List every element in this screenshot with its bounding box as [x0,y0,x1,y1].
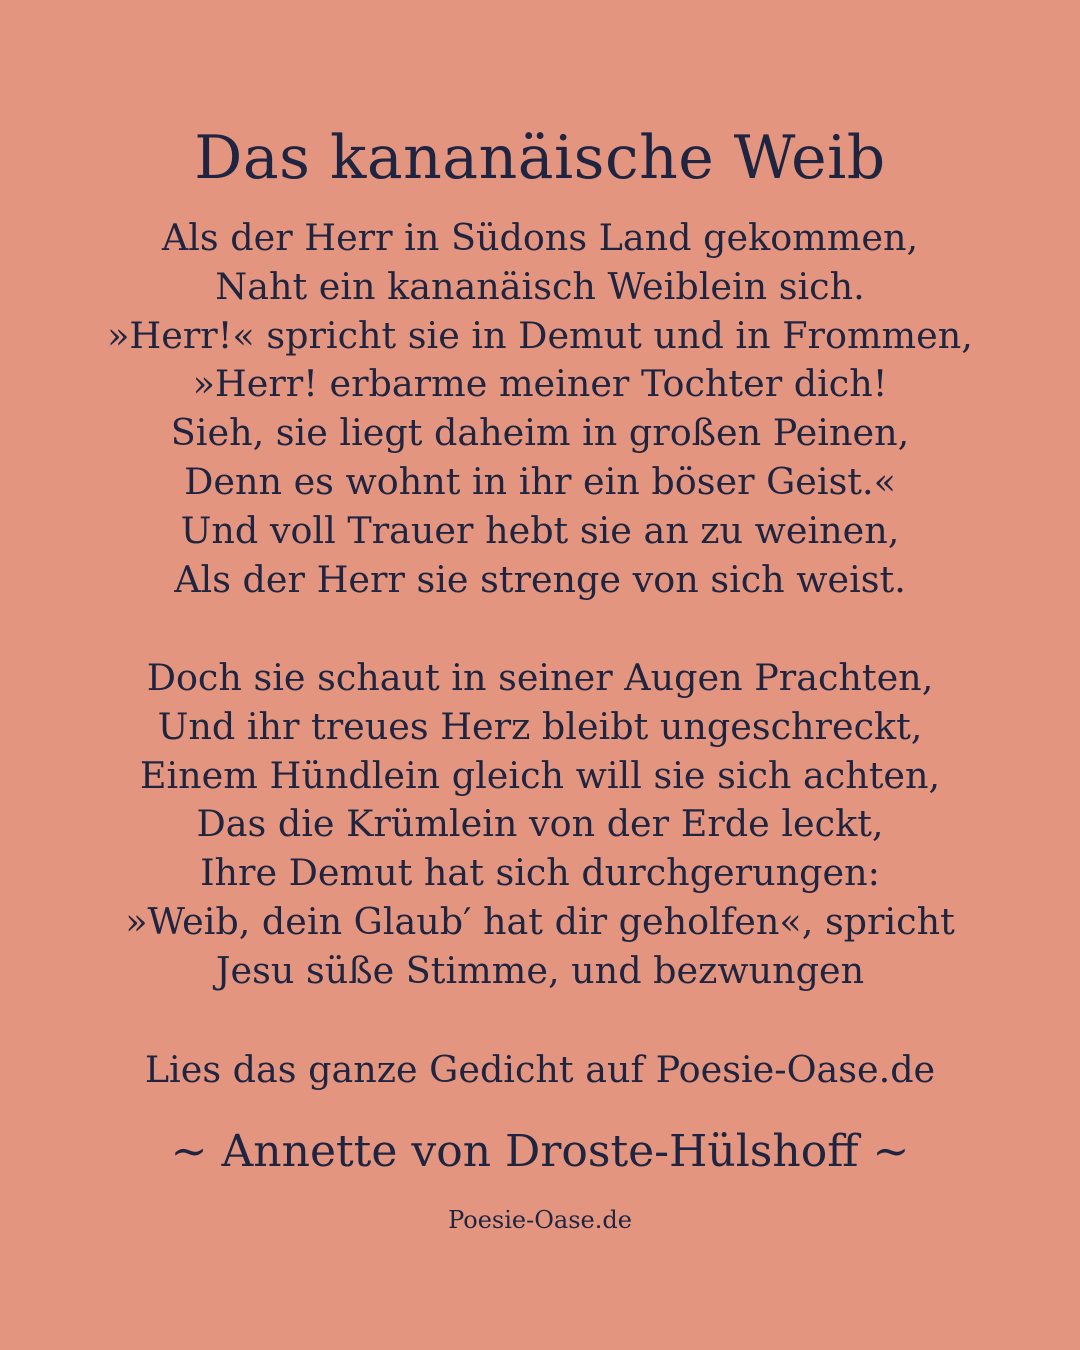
author-name: ~ Annette von Droste-Hülshoff ~ [170,1126,910,1177]
poem-line: »Herr!« spricht sie in Demut und in Frommen, [107,313,973,357]
poem-line: Und ihr treues Herz bleibt ungeschreckt, [157,704,923,748]
poem-line: Einem Hündlein gleich will sie sich achten, [139,753,941,797]
poem-line: »Weib, dein Glaub′ hat dir geholfen«, spricht [125,899,955,943]
poem-line: Sieh, sie liegt daheim in großen Peinen, [170,411,910,455]
poem-line: Jesu süße Stimme, und bezwungen [215,948,865,992]
poem-line: Und voll Trauer hebt sie an zu weinen, [180,508,900,552]
poem-title: Das kananäische Weib [194,123,886,193]
read-more-text: Lies das ganze Gedicht auf Poesie-Oase.de [144,1048,936,1091]
poem-line: Als der Herr sie strenge von sich weist. [174,557,906,601]
poem-line: Ihre Demut hat sich durchgerungen: [200,851,880,895]
poem-line: Naht ein kananäisch Weiblein sich. [215,264,865,308]
poem-line: Doch sie schaut in seiner Augen Prachten, [146,656,934,699]
poem-line: Das die Krümlein von der Erde leckt, [196,802,884,846]
stanza-2 [0,654,1080,996]
poem-line: Denn es wohnt in ihr ein böser Geist.« [184,459,896,503]
poem-line: Als der Herr in Südons Land gekommen, [161,216,919,259]
site-watermark: Poesie-Oase.de [448,1206,632,1234]
stanza-1 [0,214,1080,604]
poem-line: »Herr! erbarme meiner Tochter dich! [192,362,888,406]
